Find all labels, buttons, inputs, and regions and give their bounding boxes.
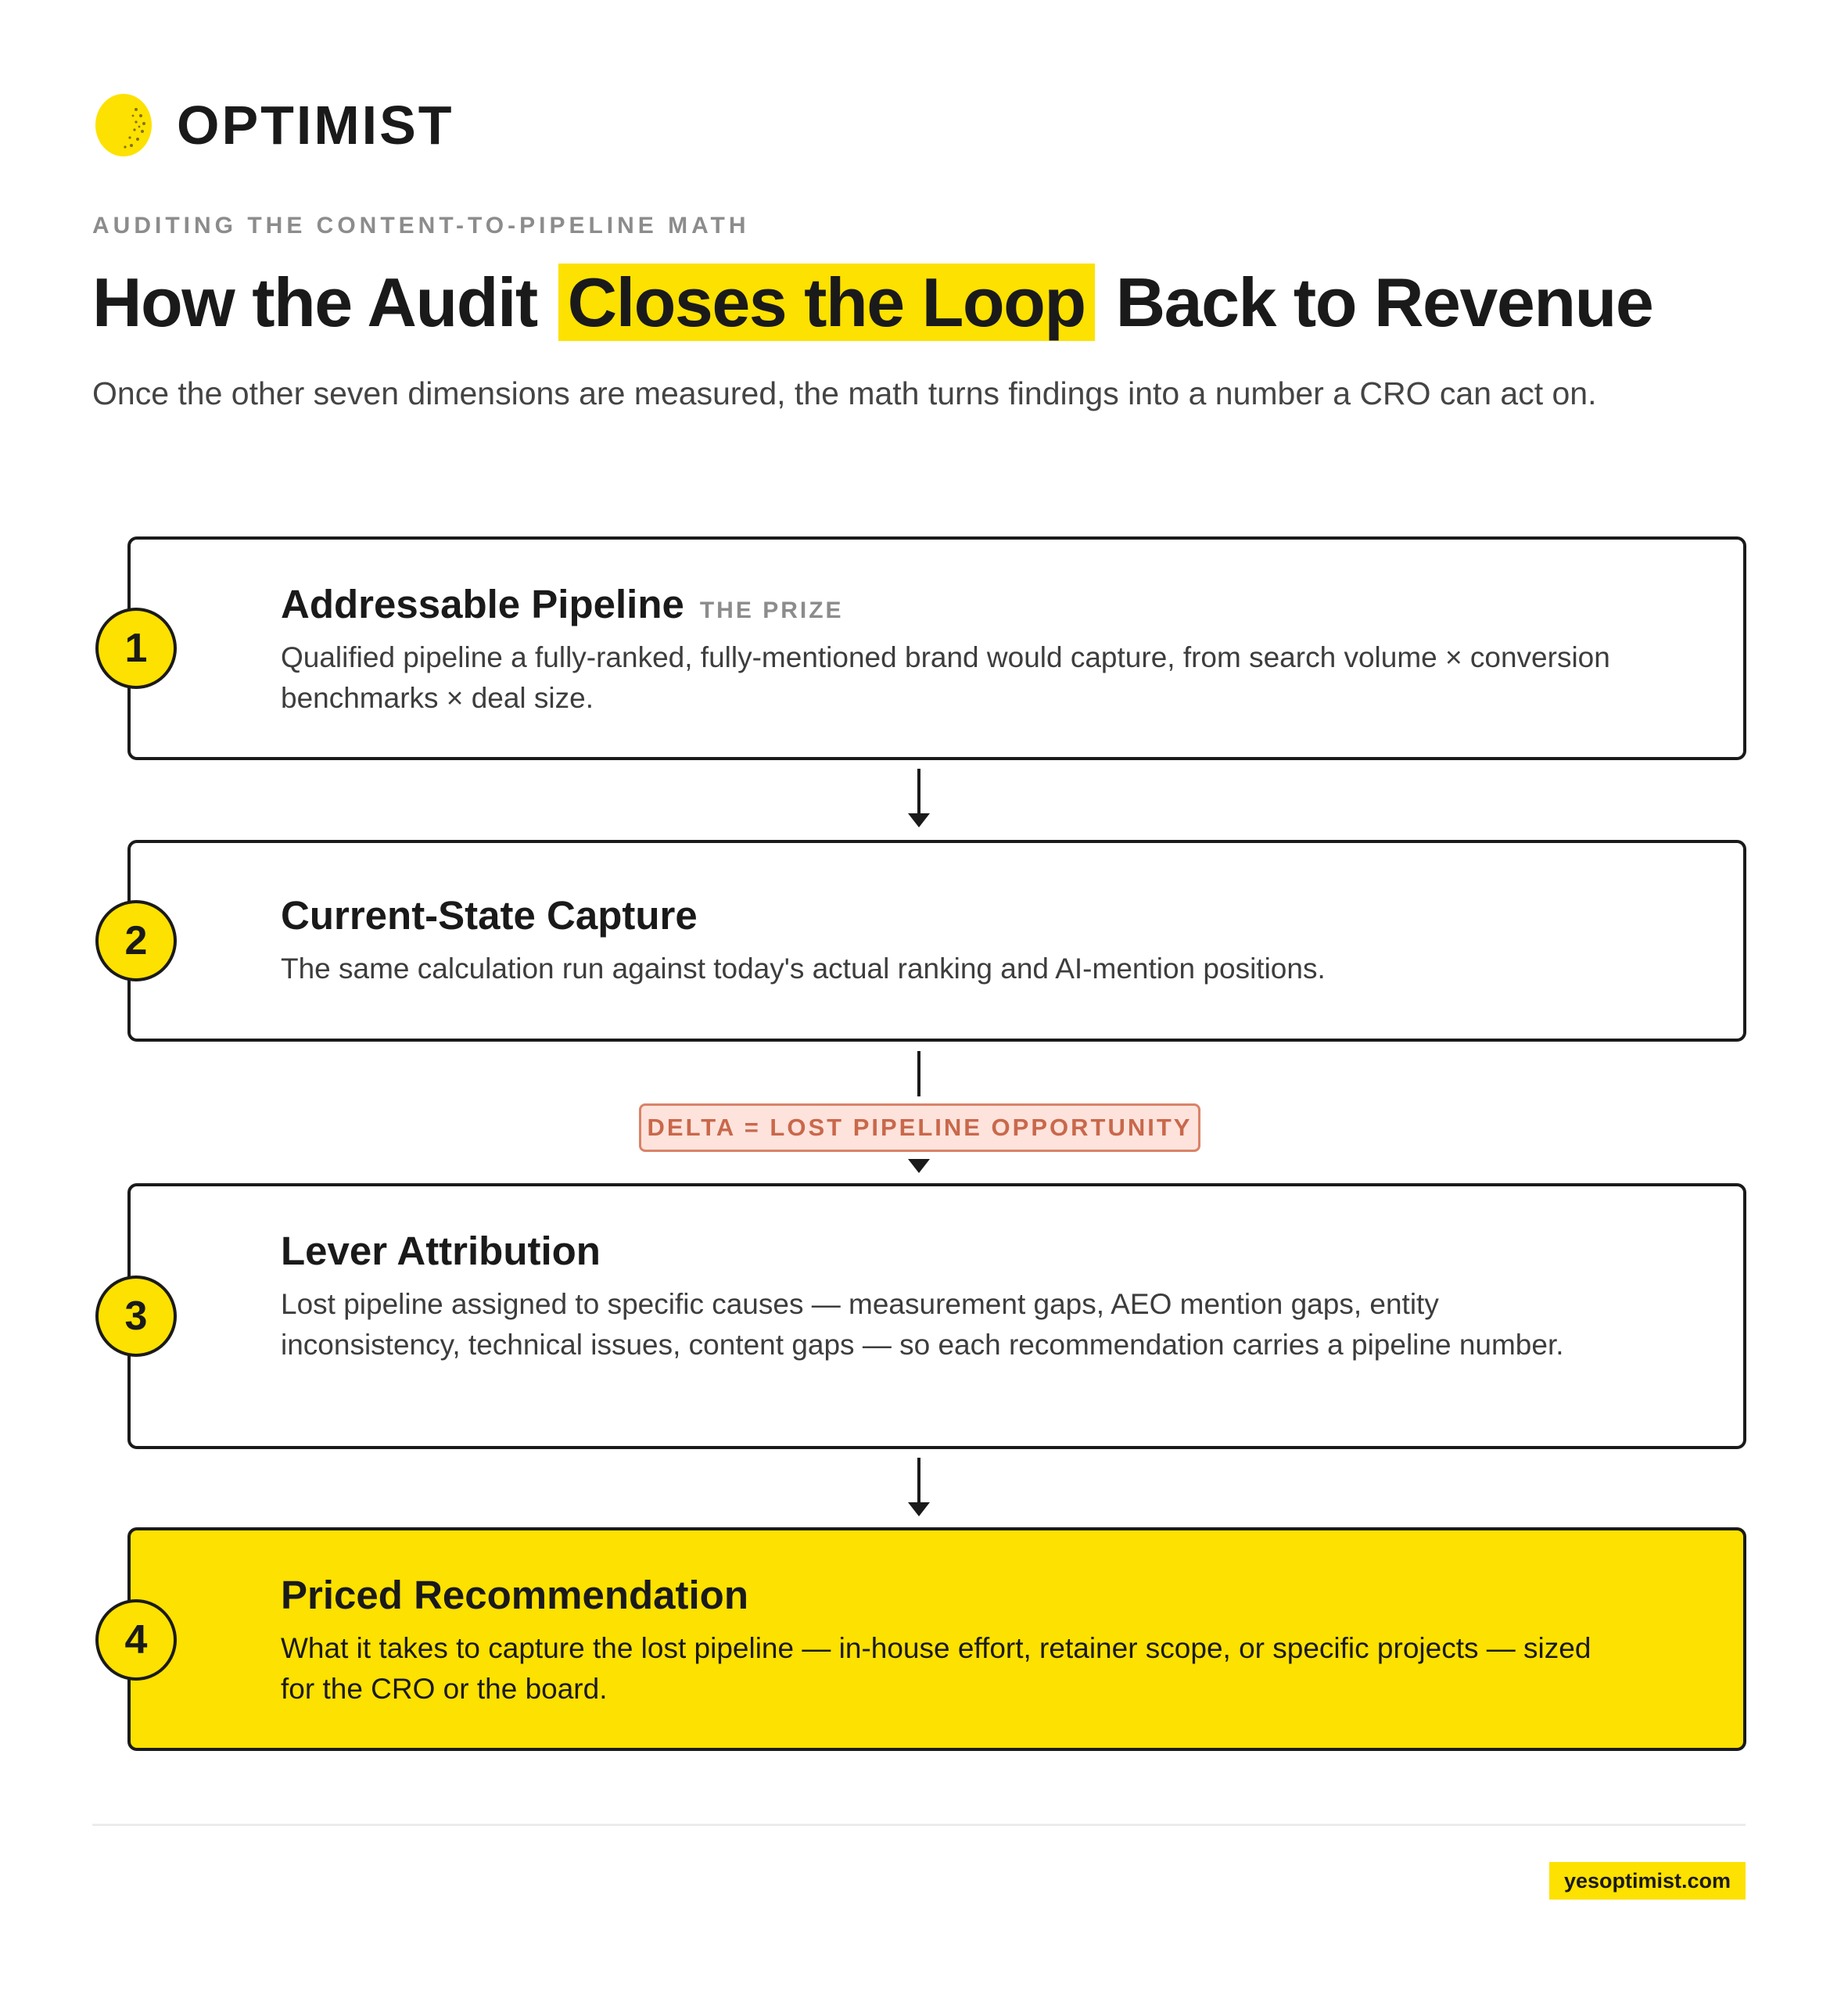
brand-logo [92,92,454,158]
connector-line-2 [917,1051,920,1096]
footer-divider [92,1824,1746,1826]
delta-badge: DELTA = LOST PIPELINE OPPORTUNITY [639,1103,1200,1152]
step-card-4 [127,1527,1746,1751]
step-title: Lever Attribution [281,1229,601,1273]
step-number-badge-1: 1 [95,608,177,689]
title-part-before: How the Audit [92,264,537,341]
step-description: Qualified pipeline a fully-ranked, fully-mentioned brand would capture, from search volume × conversion benchmarks × deal size. [281,641,1610,715]
step-card-2 [127,840,1746,1042]
step-title: Current-State Capture [281,893,698,938]
arrow-down-icon [908,1502,930,1516]
step-title: Priced Recommendation [281,1573,748,1617]
arrow-down-icon [908,813,930,827]
footer-url[interactable]: yesoptimist.com [1549,1862,1746,1900]
step-number-badge-2: 2 [95,900,177,981]
page-subtitle: Once the other seven dimensions are measured, the math turns findings into a number a CRO can act on. [92,375,1597,411]
arrow-down-icon [908,1159,930,1173]
step-number-badge-4: 4 [95,1599,177,1681]
step-tag: THE PRIZE [699,597,844,623]
page-title [92,264,1766,342]
eyebrow-label: AUDITING THE CONTENT-TO-PIPELINE MATH [92,213,750,239]
connector-line-1 [917,769,920,814]
step-number-badge-3: 3 [95,1275,177,1357]
brand-name: OPTIMIST [177,95,454,156]
title-part-after: Back to Revenue [1115,264,1653,341]
step-title-row [281,580,1626,628]
step-description: Lost pipeline assigned to specific causes — measurement gaps, AEO mention gaps, entity inconsistency, technical issues, content gaps — so each recommendation carries a pipeline number. [281,1288,1564,1362]
connector-line-3 [917,1458,920,1503]
step-card-1 [127,536,1746,760]
step-title: Addressable Pipeline [281,582,684,626]
title-highlight: Closes the Loop [558,264,1095,341]
step-card-3 [127,1183,1746,1449]
lemon-icon [92,92,153,158]
step-description: What it takes to capture the lost pipeline — in-house effort, retainer scope, or specific projects — sized for the CRO or the board. [281,1632,1591,1706]
step-description: The same calculation run against today's actual ranking and AI-mention positions. [281,953,1326,985]
